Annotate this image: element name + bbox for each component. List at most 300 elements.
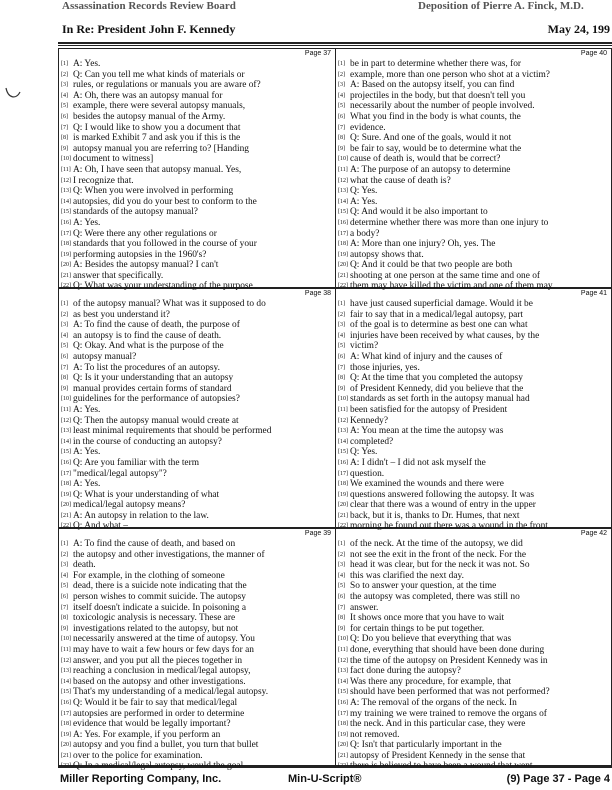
line-text: standards that you followed in the course of your — [73, 239, 257, 250]
page-range: (9) Page 37 - Page 4 — [506, 773, 610, 785]
transcript-line — [338, 426, 609, 437]
line-number: [9] — [338, 385, 345, 392]
transcript-line — [61, 581, 333, 592]
line-number: [11] — [61, 406, 71, 413]
line-text: evidence that would be legally important? — [73, 719, 231, 730]
line-text: those injuries, yes. — [350, 362, 420, 373]
line-text: be in part to determine whether there was, for — [350, 59, 522, 69]
line-number: [18] — [61, 481, 71, 488]
transcript-line — [61, 176, 333, 187]
line-number: [12] — [61, 657, 71, 664]
line-number: [21] — [61, 752, 71, 759]
line-text: victim? — [350, 341, 379, 352]
line-text: example, there were several autopsy manuals, — [73, 101, 246, 112]
transcript-line — [338, 299, 609, 310]
reporting-company: Miller Reporting Company, Inc. — [60, 773, 222, 785]
line-text: done, everything that should have been done during — [350, 644, 545, 655]
line-number: [17] — [338, 230, 348, 237]
line-text: this was clarified the next day. — [350, 570, 464, 581]
line-text: shooting at one person at the same time and one of — [350, 270, 541, 281]
transcript-line — [61, 218, 333, 229]
transcript-line — [338, 592, 609, 603]
transcript-line — [61, 70, 333, 81]
line-number: [2] — [61, 551, 68, 558]
line-number: [12] — [61, 417, 71, 424]
line-text: example, more than one person who shot at a victim? — [350, 69, 550, 80]
line-text: Q: Then the autopsy manual would create at — [73, 415, 239, 426]
transcript-line — [61, 331, 333, 342]
transcript-line — [338, 165, 609, 176]
transcript-line — [338, 719, 609, 730]
line-number: [13] — [61, 668, 71, 675]
line-text: Q: Okay. And what is the purpose of the — [73, 341, 224, 352]
transcript-line — [61, 165, 333, 176]
line-text: A: More than one injury? Oh, yes. The — [350, 239, 496, 250]
transcript-line — [338, 59, 609, 70]
line-number: [5] — [338, 343, 345, 350]
line-text: "medical/legal autopsy"? — [73, 468, 167, 479]
line-text: A: Oh, I have seen that autopsy manual. Yes, — [73, 164, 242, 175]
transcript-line — [61, 101, 333, 112]
transcript-line — [61, 405, 333, 416]
line-text: of the autopsy manual? What was it supposed to do — [73, 299, 266, 309]
line-text: is marked Exhibit 7 and ask you if this is the — [73, 133, 241, 144]
line-number: [8] — [61, 135, 68, 142]
transcript-line — [338, 416, 609, 427]
line-text: projectiles in the body, but that doesn't tell you — [350, 90, 526, 101]
line-number: [19] — [338, 731, 348, 738]
line-text: answer that specifically. — [73, 270, 164, 281]
line-number: [18] — [338, 241, 348, 248]
line-text: A: Yes. — [73, 479, 101, 490]
case-caption: In Re: President John F. Kennedy — [62, 22, 236, 36]
transcript-line — [61, 698, 333, 709]
line-number: [15] — [338, 689, 348, 696]
line-number: [1] — [61, 61, 68, 67]
line-number: [22] — [338, 283, 348, 290]
line-number: [5] — [61, 583, 68, 590]
line-number: [12] — [61, 177, 71, 184]
line-number: [14] — [61, 438, 71, 445]
line-number: [10] — [61, 396, 71, 403]
line-number: [20] — [61, 742, 71, 749]
line-text: standards of the autopsy manual? — [73, 207, 198, 218]
line-number: [22] — [338, 523, 348, 530]
line-text: Q: Are you familiar with the term — [73, 457, 200, 468]
transcript-line — [61, 154, 333, 165]
line-text: morning he found out there was a wound in the front — [350, 521, 548, 532]
line-number: [2] — [61, 311, 68, 318]
transcript-line — [61, 299, 333, 310]
transcript-line — [61, 112, 333, 123]
line-text: Q: Isn't that particularly important in the — [350, 740, 502, 751]
line-number: [19] — [338, 491, 348, 498]
transcript-line — [338, 603, 609, 614]
transcript-line — [61, 250, 333, 261]
line-number: [20] — [338, 262, 348, 269]
line-text: least minimal requirements that should be performed — [73, 426, 272, 437]
line-number: [15] — [338, 209, 348, 216]
panel-page-number: Page 41 — [580, 290, 607, 297]
line-number: [3] — [338, 82, 345, 89]
line-text: as best you understand it? — [73, 309, 170, 320]
line-number: [10] — [338, 636, 348, 643]
line-text: not removed. — [350, 729, 400, 740]
line-number: [16] — [338, 459, 348, 466]
line-text: over to the police for examination. — [73, 750, 203, 761]
transcript-line — [61, 384, 333, 395]
line-number: [6] — [61, 593, 68, 600]
line-number: [20] — [338, 742, 348, 749]
transcript-line — [338, 677, 609, 688]
panel-lines — [61, 539, 333, 772]
panel-page-number: Page 37 — [304, 50, 331, 57]
line-number: [8] — [338, 375, 345, 382]
line-text: Q: What is your understanding of what — [73, 489, 220, 500]
line-number: [3] — [61, 562, 68, 569]
line-number: [4] — [61, 92, 68, 99]
line-text: autopsies are performed in order to determine — [73, 708, 245, 719]
line-text: autopsy manual you are referring to? [Handing — [73, 143, 249, 154]
line-text: back, but it is, thanks to Dr. Humes, that next — [350, 510, 520, 521]
line-text: fair to say that in a medical/legal autopsy, part — [350, 309, 524, 320]
transcript-panel-page-38 — [58, 288, 336, 532]
line-number: [19] — [61, 251, 71, 258]
transcript-line — [61, 426, 333, 437]
line-text: Was there any procedure, for example, that — [350, 676, 512, 687]
line-number: [8] — [338, 135, 345, 142]
transcript-line — [338, 539, 609, 550]
line-number: [11] — [61, 646, 71, 653]
transcript-line — [61, 709, 333, 720]
line-text: A: You mean at the time the autopsy was — [350, 426, 504, 437]
line-number: [17] — [61, 230, 71, 237]
transcript-panel-page-37 — [58, 48, 336, 292]
transcript-line — [338, 101, 609, 112]
line-number: [11] — [61, 166, 71, 173]
line-text: a body? — [350, 228, 380, 239]
line-text: the autopsy was completed, there was still no — [350, 591, 520, 602]
line-number: [9] — [61, 385, 68, 392]
line-number: [18] — [338, 481, 348, 488]
line-number: [19] — [338, 251, 348, 258]
line-number: [6] — [338, 113, 345, 120]
header-rule-thin — [58, 45, 612, 46]
line-text: That's my understanding of a medical/legal autopsy. — [73, 687, 269, 698]
line-text: I recognize that. — [73, 175, 134, 186]
transcript-line — [338, 479, 609, 490]
line-text: toxicologic analysis is necessary. These are — [73, 613, 236, 624]
transcript-line — [61, 271, 333, 282]
transcript-line — [338, 320, 609, 331]
line-text: Q: In a medical/legal autopsy, would the goal — [73, 761, 244, 772]
transcript-line — [338, 500, 609, 511]
panel-page-number: Page 38 — [304, 290, 331, 297]
line-number: [10] — [61, 156, 71, 163]
line-number: [11] — [338, 646, 348, 653]
line-text: Q: Is it your understanding that an autopsy — [73, 373, 234, 384]
line-number: [18] — [338, 721, 348, 728]
transcript-line — [61, 511, 333, 522]
line-text: be fair to say, would be to determine what the — [350, 143, 522, 154]
line-number: [7] — [61, 604, 68, 611]
line-number: [15] — [61, 689, 71, 696]
line-number: [4] — [61, 332, 68, 339]
transcript-line — [338, 740, 609, 751]
line-number: [12] — [338, 417, 348, 424]
line-number: [1] — [338, 61, 345, 67]
line-text: standards as set forth in the autopsy manual had — [350, 394, 530, 405]
transcript-line — [61, 229, 333, 240]
transcript-line — [338, 207, 609, 218]
line-text: Q: Yes. — [350, 186, 378, 197]
line-text: So to answer your question, at the time — [350, 581, 497, 592]
transcript-line — [338, 80, 609, 91]
transcript-line — [61, 666, 333, 677]
transcript-line — [61, 310, 333, 321]
transcript-line — [338, 447, 609, 458]
transcript-line — [338, 405, 609, 416]
transcript-line — [338, 581, 609, 592]
transcript-line — [338, 687, 609, 698]
transcript-line — [61, 645, 333, 656]
transcript-line — [61, 144, 333, 155]
transcript-line — [61, 394, 333, 405]
line-text: guidelines for the performance of autopsies? — [73, 394, 240, 405]
line-number: [2] — [338, 311, 345, 318]
line-text: there is believed to have been a wound that went — [350, 761, 533, 772]
transcript-line — [338, 123, 609, 134]
transcript-panel-page-40 — [335, 48, 612, 292]
line-number: [11] — [338, 166, 348, 173]
line-number: [16] — [61, 219, 71, 226]
line-text: A: Based on the autopsy itself, you can find — [350, 80, 515, 91]
line-number: [6] — [61, 353, 68, 360]
line-text: the neck. And in this particular case, they were — [350, 719, 526, 730]
transcript-line — [61, 613, 333, 624]
transcript-line — [61, 592, 333, 603]
line-number: [22] — [338, 763, 348, 770]
line-number: [15] — [61, 209, 71, 216]
line-number: [7] — [61, 364, 68, 371]
transcript-line — [338, 613, 609, 624]
transcript-line — [338, 70, 609, 81]
page-footer — [58, 766, 612, 790]
line-text: A: Yes. For example, if you perform an — [73, 729, 221, 740]
line-number: [12] — [338, 177, 348, 184]
transcript-line — [61, 730, 333, 741]
transcript-line — [338, 352, 609, 363]
line-text: autopsy shows that. — [350, 249, 424, 260]
transcript-line — [338, 560, 609, 571]
transcript-panel-page-42 — [335, 528, 612, 772]
line-number: [1] — [61, 541, 68, 547]
transcript-line — [338, 310, 609, 321]
line-text: answer. — [350, 602, 379, 613]
panel-page-number: Page 39 — [304, 530, 331, 537]
line-text: autopsy and you find a bullet, you turn that bullet — [73, 740, 259, 751]
line-text: questions answered following the autopsy. It was — [350, 489, 534, 500]
line-number: [13] — [338, 188, 348, 195]
line-text: besides the autopsy manual of the Army. — [73, 111, 226, 122]
transcript-line — [338, 154, 609, 165]
transcript-line — [338, 550, 609, 561]
transcript-line — [61, 603, 333, 614]
line-number: [8] — [338, 615, 345, 622]
line-text: A: The purpose of an autopsy to determine — [350, 164, 511, 175]
transcript-line — [338, 624, 609, 635]
line-number: [9] — [338, 145, 345, 152]
line-text: the autopsy and other investigations, the manner of — [73, 549, 265, 560]
panel-page-number: Page 40 — [580, 50, 607, 57]
transcript-line — [338, 469, 609, 480]
line-text: A: To list the procedures of an autopsy. — [73, 362, 220, 373]
line-text: completed? — [350, 436, 394, 447]
panel-lines — [338, 539, 609, 772]
line-text: of the goal is to determine as best one can what — [350, 320, 528, 331]
line-text: A: I didn't – I did not ask myself the — [350, 457, 486, 468]
transcript-line — [338, 112, 609, 123]
line-text: A: Yes. — [73, 447, 101, 458]
line-text: It shows once more that you have to wait — [350, 613, 505, 624]
transcript-line — [61, 458, 333, 469]
line-number: [14] — [338, 198, 348, 205]
transcript-line — [61, 207, 333, 218]
line-text: Q: Can you tell me what kinds of materials or — [73, 69, 245, 80]
transcript-line — [61, 437, 333, 448]
line-text: dead, there is a suicide note indicating that the — [73, 581, 247, 592]
transcript-line — [61, 539, 333, 550]
line-number: [11] — [338, 406, 348, 413]
line-number: [13] — [61, 428, 71, 435]
transcript-line — [338, 751, 609, 762]
line-number: [7] — [61, 124, 68, 131]
line-text: Q: And what – — [73, 521, 128, 532]
line-number: [4] — [61, 572, 68, 579]
transcript-line — [61, 740, 333, 751]
line-number: [6] — [338, 353, 345, 360]
transcript-line — [61, 634, 333, 645]
line-text: should have been performed that was not performed? — [350, 687, 550, 698]
page-header — [0, 0, 612, 44]
header-rule — [58, 42, 612, 44]
transcript-line — [61, 656, 333, 667]
line-number: [3] — [338, 562, 345, 569]
transcript-line — [338, 666, 609, 677]
line-number: [21] — [61, 272, 71, 279]
line-number: [9] — [338, 625, 345, 632]
transcript-line — [338, 260, 609, 271]
line-number: [17] — [338, 470, 348, 477]
line-text: What you find in the body is what counts, the — [350, 111, 521, 122]
line-text: Q: Sure. And one of the goals, would it not — [350, 133, 512, 144]
line-text: manual provides certain forms of standard — [73, 383, 232, 394]
transcript-line — [338, 490, 609, 501]
line-number: [1] — [338, 301, 345, 307]
line-text: not see the exit in the front of the neck. For the — [350, 549, 526, 560]
transcript-line — [61, 479, 333, 490]
line-number: [20] — [61, 262, 71, 269]
transcript-line — [61, 447, 333, 458]
line-number: [1] — [61, 301, 68, 307]
line-number: [4] — [338, 572, 345, 579]
transcript-line — [61, 352, 333, 363]
transcript-line — [338, 394, 609, 405]
transcript-line — [338, 698, 609, 709]
line-text: autopsy manual? — [73, 351, 137, 362]
line-number: [12] — [338, 657, 348, 664]
transcript-line — [338, 341, 609, 352]
line-number: [10] — [61, 636, 71, 643]
line-number: [15] — [338, 449, 348, 456]
line-number: [16] — [338, 219, 348, 226]
line-text: of President Kennedy, did you believe that the — [350, 383, 524, 394]
line-number: [10] — [338, 396, 348, 403]
transcript-line — [338, 373, 609, 384]
line-number: [22] — [61, 523, 71, 530]
line-text: document to witness] — [73, 154, 154, 165]
panel-page-number: Page 42 — [580, 530, 607, 537]
line-text: answer, and you put all the pieces together in — [73, 655, 243, 666]
line-text: For example, in the clothing of someone — [73, 570, 225, 581]
line-number: [14] — [338, 438, 348, 445]
transcript-line — [61, 719, 333, 730]
line-number: [14] — [338, 678, 348, 685]
line-text: clear that there was a wound of entry in the upper — [350, 500, 536, 511]
line-text: A: The removal of the organs of the neck. In — [350, 697, 517, 708]
line-text: been satisfied for the autopsy of President — [350, 404, 508, 415]
transcript-line — [338, 331, 609, 342]
transcript-panel-page-39 — [58, 528, 336, 772]
line-number: [7] — [338, 124, 345, 131]
line-text: what the cause of death is? — [350, 175, 451, 186]
line-text: an autopsy is to find the cause of death. — [73, 330, 222, 341]
line-text: investigations related to the autopsy, but not — [73, 623, 239, 634]
transcript-line — [338, 197, 609, 208]
line-number: [9] — [61, 145, 68, 152]
transcript-panel-page-41 — [335, 288, 612, 532]
transcript-line — [338, 176, 609, 187]
transcript-line — [338, 144, 609, 155]
line-text: itself doesn't indicate a suicide. In poisoning a — [73, 602, 247, 613]
line-text: rules, or regulations or manuals you are aware of? — [73, 80, 261, 91]
line-text: the time of the autopsy on President Kennedy was in — [350, 655, 548, 666]
transcript-line — [61, 239, 333, 250]
transcript-line — [61, 677, 333, 688]
line-number: [20] — [338, 502, 348, 509]
panel-lines — [61, 299, 333, 532]
line-number: [8] — [61, 615, 68, 622]
transcript-line — [338, 511, 609, 522]
transcript-line — [61, 624, 333, 635]
line-text: A: What kind of injury and the causes of — [350, 351, 503, 362]
panel-lines — [61, 59, 333, 292]
line-text: A: Oh, there was an autopsy manual for — [73, 90, 223, 101]
transcript-line — [61, 550, 333, 561]
line-number: [16] — [338, 699, 348, 706]
transcript-line — [338, 656, 609, 667]
line-number: [3] — [61, 82, 68, 89]
line-text: head it was clear, but for the neck it was not. So — [350, 560, 530, 571]
line-number: [13] — [338, 668, 348, 675]
transcript-line — [338, 133, 609, 144]
line-number: [21] — [338, 752, 348, 759]
line-number: [1] — [338, 541, 345, 547]
line-text: in the course of conducting an autopsy? — [73, 436, 222, 447]
transcript-line — [61, 571, 333, 582]
line-text: Kennedy? — [350, 415, 389, 426]
line-number: [18] — [61, 721, 71, 728]
